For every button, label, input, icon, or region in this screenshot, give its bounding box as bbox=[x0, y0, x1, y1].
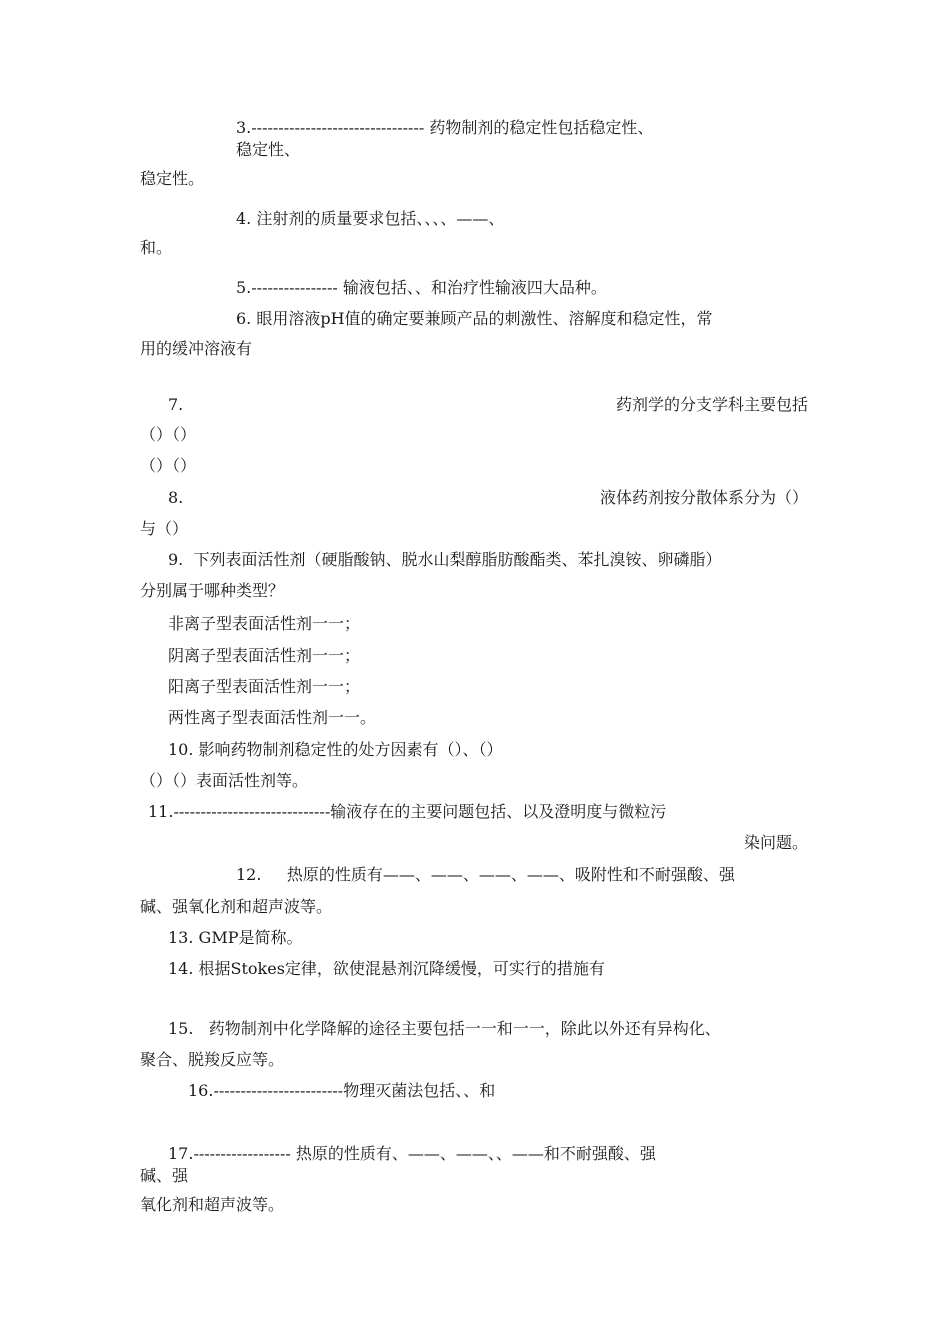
q4-line2: 和。 bbox=[140, 238, 173, 257]
q10-line2: （）（）表面活性剂等。 bbox=[140, 771, 309, 790]
q12-line2: 碱、强氧化剂和超声波等。 bbox=[140, 897, 333, 916]
q7-line3: （）（） bbox=[140, 456, 197, 475]
q9-option-b: 阴离子型表面活性剂一一； bbox=[168, 646, 361, 665]
q7-number: 7. bbox=[168, 395, 184, 414]
q9-option-a: 非离子型表面活性剂一一； bbox=[168, 614, 361, 633]
q6-line2: 用的缓冲溶液有 bbox=[140, 339, 253, 358]
q9-option-c: 阳离子型表面活性剂一一； bbox=[168, 677, 361, 696]
q17-line3: 氧化剂和超声波等。 bbox=[140, 1195, 285, 1214]
q10-line1: 10. 影响药物制剂稳定性的处方因素有（）、（） bbox=[168, 740, 503, 759]
q12-line1: 12. 热原的性质有——、——、——、——、吸附性和不耐强酸、强 bbox=[236, 865, 735, 884]
q7-text: 药剂学的分支学科主要包括 bbox=[615, 395, 808, 414]
q16-line1: 16.------------------------物理灭菌法包括、、和 bbox=[188, 1081, 496, 1100]
q9-line2: 分别属于哪种类型？ bbox=[140, 581, 285, 600]
q15-line1: 15. 药物制剂中化学降解的途径主要包括一一和一一，除此以外还有异构化、 bbox=[168, 1019, 721, 1038]
q7-line2: （）（） bbox=[140, 425, 197, 444]
q3-line2: 稳定性、 bbox=[236, 140, 301, 159]
q13-line1: 13. GMP是简称。 bbox=[168, 928, 303, 947]
q8-line2: 与（） bbox=[140, 519, 189, 538]
q17-line1: 17.------------------ 热原的性质有、——、——、、——和不耐强酸、强 bbox=[168, 1144, 656, 1163]
q11-line1: 11.-----------------------------输液存在的主要问题包括、以及澄明度与微粒污 bbox=[148, 802, 667, 821]
q5-line1: 5.---------------- 输液包括、、和治疗性输液四大品种。 bbox=[236, 278, 607, 297]
q4-line1: 4. 注射剂的质量要求包括、、、、——、 bbox=[236, 209, 505, 228]
q8-text: 液体药剂按分散体系分为（） bbox=[599, 488, 808, 507]
q17-line2: 碱、强 bbox=[140, 1166, 189, 1185]
q6-line1: 6. 眼用溶液pH值的确定要兼顾产品的刺激性、溶解度和稳定性，常 bbox=[236, 309, 713, 328]
q9-line1: 9. 下列表面活性剂（硬脂酸钠、脱水山梨醇脂肪酸酯类、苯扎溴铵、卵磷脂） bbox=[168, 550, 722, 569]
q11-line2: 染问题。 bbox=[743, 833, 808, 852]
q8-number: 8. bbox=[168, 488, 184, 507]
q15-line2: 聚合、脱羧反应等。 bbox=[140, 1050, 285, 1069]
q14-line1: 14. 根据Stokes定律，欲使混悬剂沉降缓慢，可实行的措施有 bbox=[168, 959, 605, 978]
q3-line3: 稳定性。 bbox=[140, 169, 205, 188]
q3-line1: 3.-------------------------------- 药物制剂的稳定性包括稳定性、 bbox=[236, 118, 654, 137]
q9-option-d: 两性离子型表面活性剂一一。 bbox=[168, 708, 377, 727]
